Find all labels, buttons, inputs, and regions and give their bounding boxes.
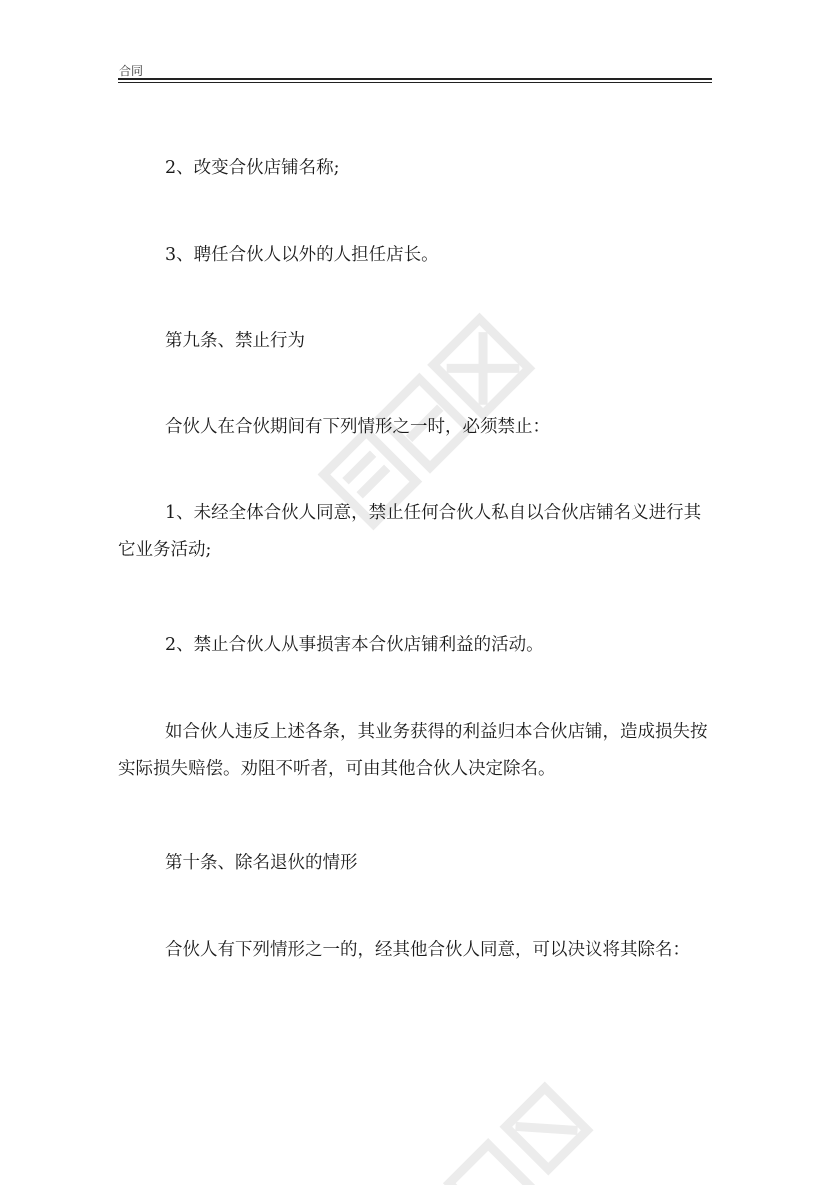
- watermark-graphic-bottom: [420, 1075, 620, 1185]
- list-item-3: 3、聘任合伙人以外的人担任店长。: [165, 245, 439, 265]
- paragraph-intro-prohibitions: 合伙人在合伙期间有下列情形之一时，必须禁止：: [165, 417, 550, 437]
- paragraph-expulsion-intro: 合伙人有下列情形之一的，经其他合伙人同意，可以决议将其除名：: [165, 940, 690, 960]
- paragraph-violation-penalty: 如合伙人违反上述各条，其业务获得的利益归本合伙店铺，造成损失按实际损失赔偿。劝阻不听者，可由其他合伙人决定除名。: [118, 722, 708, 779]
- section-heading-article-10: 第十条、除名退伙的情形: [165, 853, 358, 873]
- header-rule-thick: [118, 78, 712, 80]
- list-item-2: 2、改变合伙店铺名称;: [165, 158, 340, 178]
- prohibition-item-1: 1、未经全体合伙人同意，禁止任何合伙人私自以合伙店铺名义进行其它业务活动;: [118, 503, 702, 560]
- section-heading-article-9: 第九条、禁止行为: [165, 331, 305, 351]
- header-rule-thin: [118, 82, 712, 83]
- prohibition-item-2: 2、禁止合伙人从事损害本合伙店铺利益的活动。: [165, 635, 544, 655]
- page-header-label: 合同: [119, 64, 144, 78]
